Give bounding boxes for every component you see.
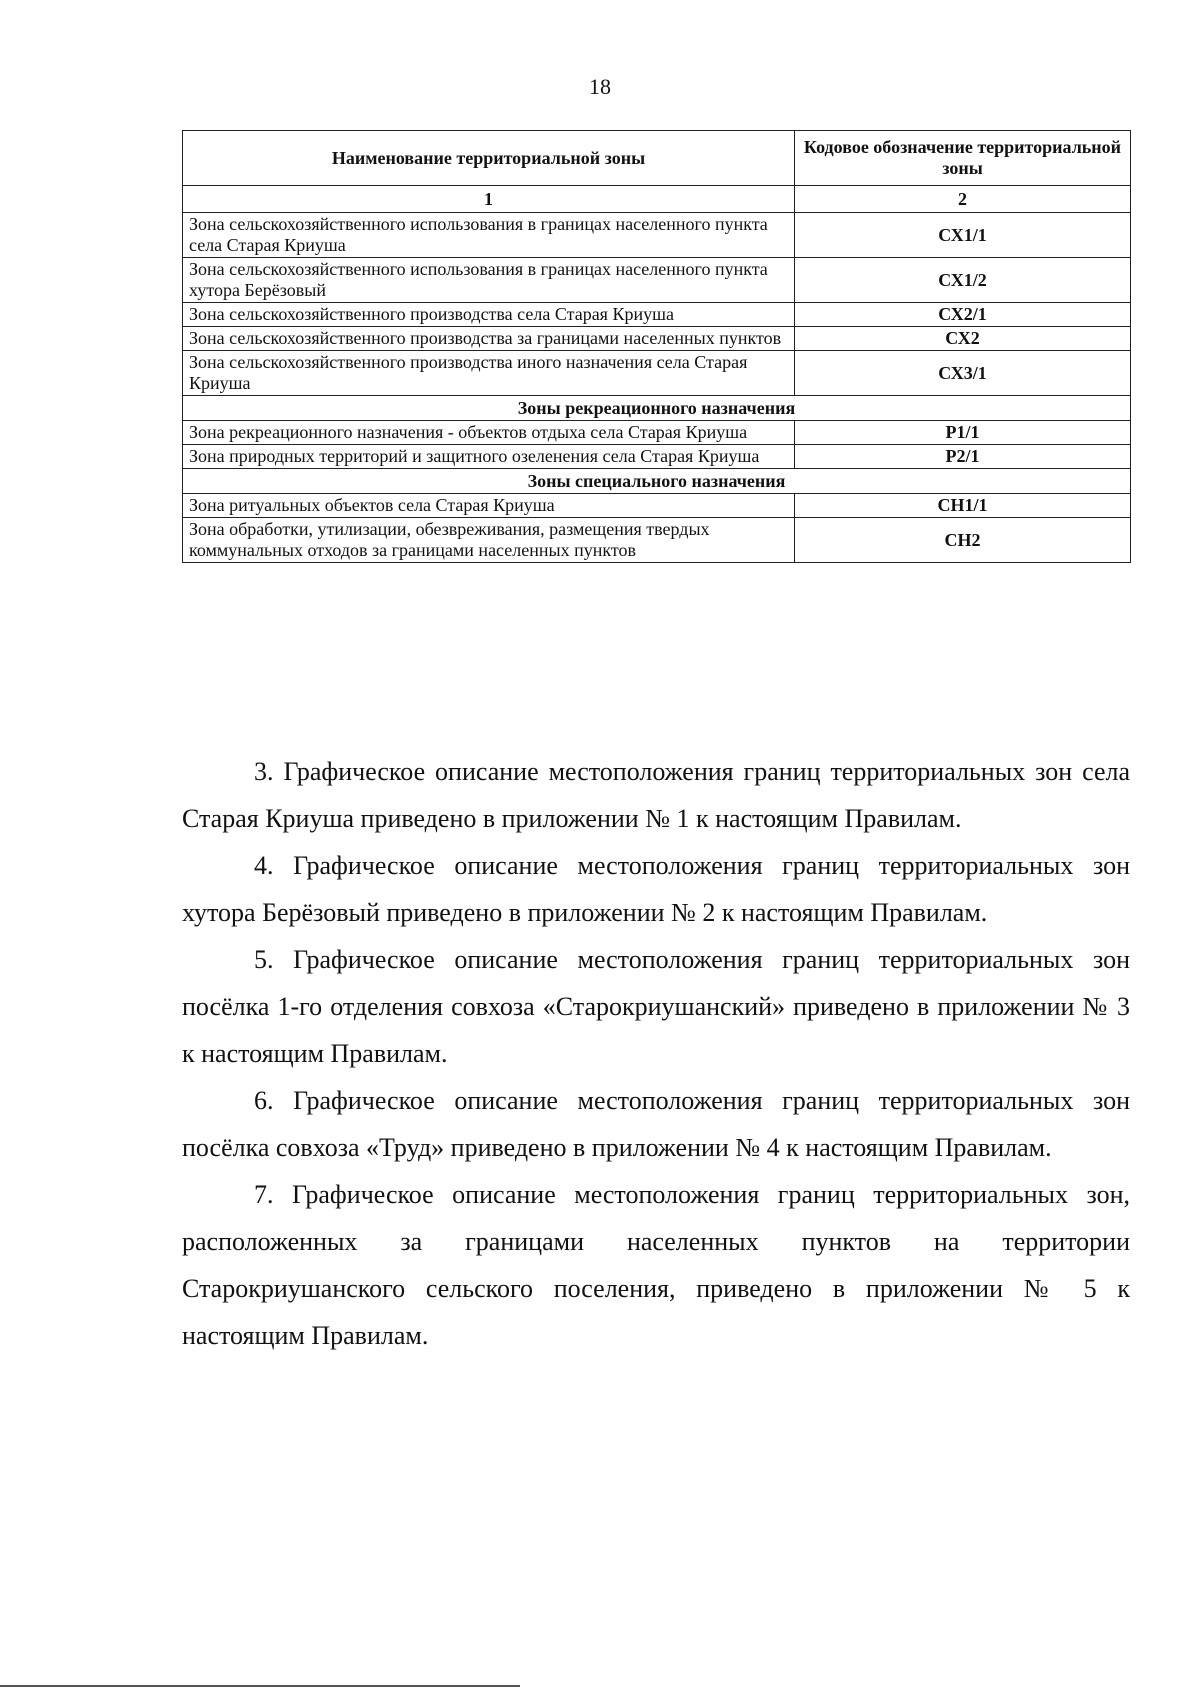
zone-code-cell: СН2 [795, 518, 1131, 563]
paragraph: 7. Графическое описание местоположения границ территориальных зон, расположенных за границами населенных пунктов на территории Старокриушанского сельского поселения, приведено в приложении № 5 к настоящим Правилам. [182, 1180, 1130, 1350]
zones-table-body [183, 213, 1131, 563]
paragraph: 6. Графическое описание местоположения границ территориальных зон посёлка совхоза «Труд» приведено в приложении № 4 к настоящим Правилам. [182, 1086, 1130, 1162]
paragraph: 4. Графическое описание местоположения границ территориальных зон хутора Берёзовый приведено в приложении № 2 к настоящим Правилам. [182, 851, 1130, 927]
section-row [183, 396, 1131, 421]
zone-code-cell: СХ1/2 [795, 258, 1131, 303]
zone-name-cell: Зона природных территорий и защитного озеленения села Старая Криуша [183, 445, 795, 469]
zone-name-cell: Зона ритуальных объектов села Старая Криуша [183, 494, 795, 518]
section-row [183, 469, 1131, 494]
table-row [183, 327, 1131, 351]
paragraph: 3. Графическое описание местоположения границ территориальных зон села Старая Криуша приведено в приложении № 1 к настоящим Правилам. [182, 757, 1130, 833]
zone-code-cell: СН1/1 [795, 494, 1131, 518]
zone-name-cell: Зона сельскохозяйственного производства иного назначения села Старая Криуша [183, 351, 795, 396]
zone-code-cell: СХ2/1 [795, 303, 1131, 327]
section-title: Зоны специального назначения [183, 469, 1131, 494]
body-text [182, 748, 1130, 1359]
zone-name-cell: Зона обработки, утилизации, обезвреживания, размещения твердых коммунальных отходов за границами населенных пунктов [183, 518, 795, 563]
section-title: Зоны рекреационного назначения [183, 396, 1131, 421]
zone-code-cell: Р2/1 [795, 445, 1131, 469]
column-number-1: 1 [183, 186, 795, 213]
table-header-row [183, 131, 1131, 186]
page-number: 18 [589, 74, 611, 99]
zone-name-cell: Зона сельскохозяйственного использования в границах населенного пункта села Старая Криуша [183, 213, 795, 258]
zone-code-cell: СХ1/1 [795, 213, 1131, 258]
column-number-row [183, 186, 1131, 213]
table-row [183, 258, 1131, 303]
table-row [183, 303, 1131, 327]
zone-code-cell: Р1/1 [795, 421, 1131, 445]
zone-code-cell: СХ2 [795, 327, 1131, 351]
header-zone-code: Кодовое обозначение территориальной зоны [795, 131, 1131, 186]
paragraph: 5. Графическое описание местоположения границ территориальных зон посёлка 1-го отделения совхоза «Старокриушанский» приведено в приложении № 3 к настоящим Правилам. [182, 945, 1130, 1068]
column-number-2: 2 [795, 186, 1131, 213]
zone-name-cell: Зона рекреационного назначения - объектов отдыха села Старая Криуша [183, 421, 795, 445]
zone-name-cell: Зона сельскохозяйственного производства за границами населенных пунктов [183, 327, 795, 351]
zone-name-cell: Зона сельскохозяйственного производства села Старая Криуша [183, 303, 795, 327]
table-row [183, 518, 1131, 563]
table-row [183, 445, 1131, 469]
table-row [183, 421, 1131, 445]
header-zone-name: Наименование территориальной зоны [183, 131, 795, 186]
table-row [183, 351, 1131, 396]
zones-table [182, 130, 1131, 563]
scan-edge-line [0, 1685, 520, 1687]
zone-code-cell: СХ3/1 [795, 351, 1131, 396]
table-row [183, 494, 1131, 518]
table-row [183, 213, 1131, 258]
zone-name-cell: Зона сельскохозяйственного использования в границах населенного пункта хутора Берёзовый [183, 258, 795, 303]
